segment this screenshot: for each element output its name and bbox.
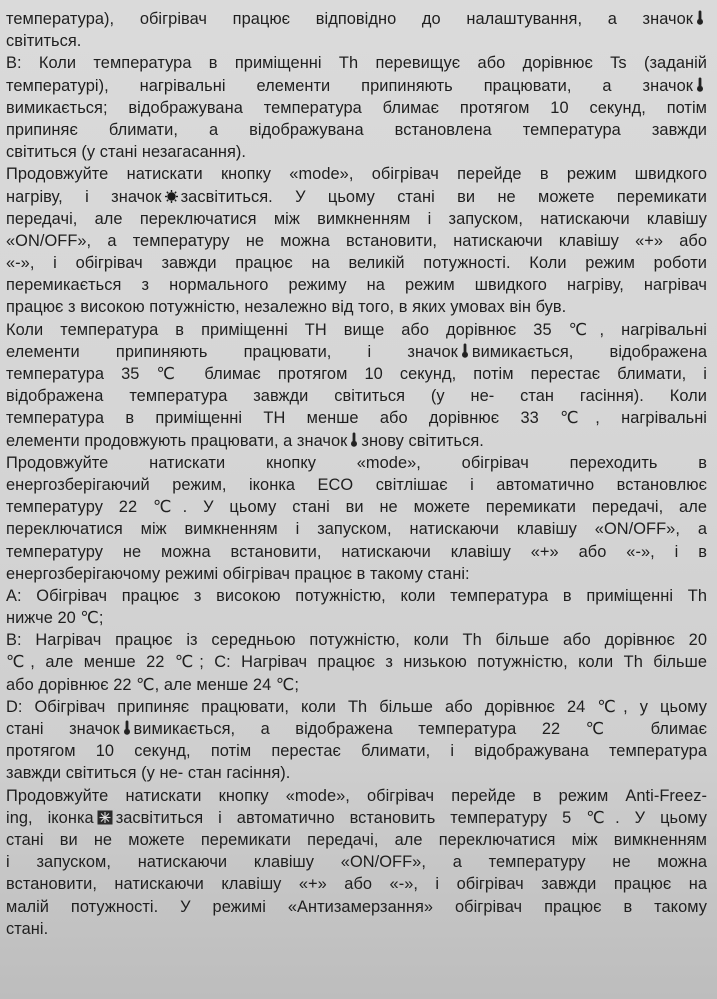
text-segment: температура 35 ℃ блимає протягом 10 секунд, потім перестає блимати, і <box>6 365 707 383</box>
text-line <box>6 718 707 740</box>
text-line <box>6 674 707 696</box>
text-segment: B: Нагрівач працює із середньою потужністю, коли Th більше або дорівнює 20 <box>6 631 707 650</box>
text-line <box>6 518 707 540</box>
text-segment: засвітиться і автоматично встановить температуру 5 ℃. У цьому <box>115 808 707 827</box>
text-segment: припиняє блимати, а відображувана встановлена температура завжди <box>6 120 707 139</box>
text-segment: або дорівнює 22 ℃, але менше 24 ℃; <box>6 675 299 694</box>
text-segment: засвітиться. У цьому стані ви не можете перемикати <box>180 187 707 206</box>
text-line <box>6 341 707 363</box>
text-segment: стані значок <box>6 720 120 738</box>
text-line <box>6 851 707 873</box>
text-line <box>6 696 707 718</box>
text-segment: елементи припиняють працювати, і значок <box>6 342 458 361</box>
text-segment: температуру 22 ℃. У цьому стані ви не можете перемикати передачі, але <box>6 498 707 517</box>
text-segment: вимикається, а відображена температура 22 ℃ блимає <box>133 720 707 738</box>
text-segment: D: Обігрівач припиняє працювати, коли Th більше або дорівнює 24 ℃, у цьому <box>6 697 707 716</box>
text-segment: переключатися між вимкненням і запуском, натискаючи клавішу «ON/OFF», а <box>6 520 707 539</box>
text-segment: завжди світиться (у не- стан гасіння). <box>6 764 291 783</box>
text-line <box>6 829 707 851</box>
text-line <box>6 363 707 385</box>
text-line <box>6 208 707 230</box>
thermometer-icon <box>350 432 358 447</box>
thermometer-icon <box>123 720 131 735</box>
text-segment: Продовжуйте натискати кнопку «mode», обігрівач перейде в режим Anti-Freez- <box>6 786 707 805</box>
text-line <box>6 119 707 141</box>
thermometer-icon <box>461 343 469 358</box>
text-segment: Коли температура в приміщенні TH вище або дорівнює 35 ℃, нагрівальні <box>6 320 707 339</box>
text-line <box>6 807 707 829</box>
text-segment: температура в приміщенні TH менше або дорівнює 33 ℃, нагрівальні <box>6 409 707 428</box>
text-segment: елементи продовжують працювати, а значок <box>6 431 348 450</box>
text-line <box>6 97 707 119</box>
snowflake-icon <box>97 810 113 825</box>
text-segment: вимикається, відображена <box>471 342 707 361</box>
text-segment: встановити, натискаючи клавішу «+» або «-», і обігрівач завжди працює на <box>6 875 707 894</box>
text-segment: ing, іконка <box>6 808 94 827</box>
text-segment: світиться. <box>6 32 82 51</box>
text-line <box>6 296 707 318</box>
text-line <box>6 430 707 452</box>
text-line <box>6 918 707 940</box>
thermometer-icon <box>696 10 704 25</box>
text-line <box>6 563 707 585</box>
text-line <box>6 452 707 474</box>
text-line <box>6 52 707 74</box>
text-segment: «ON/OFF», а температуру не можна встановити, натискаючи клавішу «+» або <box>6 231 707 250</box>
text-line <box>6 252 707 274</box>
text-line <box>6 230 707 252</box>
text-line <box>6 585 707 607</box>
text-line <box>6 785 707 807</box>
text-segment: температурі), нагрівальні елементи припиняють працювати, а значок <box>6 76 693 95</box>
text-line <box>6 896 707 918</box>
text-segment: енергозберігаючий режим, іконка ECO світлішає і автоматично встановлює <box>6 475 707 494</box>
text-line <box>6 141 707 163</box>
text-line <box>6 629 707 651</box>
text-line <box>6 186 707 208</box>
text-segment: нагріву, і значок <box>6 187 162 206</box>
text-segment: Продовжуйте натискати кнопку «mode», обігрівач перейде в режим швидкого <box>6 165 707 184</box>
thermometer-icon <box>696 77 704 92</box>
text-segment: температуру не можна встановити, натискаючи клавішу «+» або «-», і в <box>6 542 707 561</box>
text-segment: і запуском, натискаючи клавішу «ON/OFF», а температуру не можна <box>6 853 707 872</box>
text-line <box>6 8 707 30</box>
text-segment: B: Коли температура в приміщенні Th перевищує або дорівнює Ts (заданій <box>6 54 707 73</box>
text-segment: A: Обігрівач працює з високою потужністю, коли температура в приміщенні Th <box>6 586 707 605</box>
text-segment: працює з високою потужністю, незалежно від того, в яких умовах він був. <box>6 298 567 317</box>
text-line <box>6 873 707 895</box>
text-line <box>6 75 707 97</box>
text-line <box>6 474 707 496</box>
text-segment: передачі, але переключатися між вимкненням і запуском, натискаючи клавішу <box>6 209 707 228</box>
text-segment: малій потужності. У режимі «Антизамерзання» обігрівач працює в такому <box>6 897 707 916</box>
text-segment: перемикається з нормального режиму на режим швидкого нагріву, нагрівач <box>6 276 707 295</box>
text-segment: світиться (у стані незагасання). <box>6 143 247 162</box>
text-segment: ℃, але менше 22 ℃; C: Нагрівач працює з низькою потужністю, коли Th більше <box>6 653 707 672</box>
text-segment: енергозберігаючому режимі обігрівач працює в такому стані: <box>6 564 470 583</box>
text-segment: стані. <box>6 919 49 938</box>
text-line <box>6 651 707 673</box>
text-line <box>6 496 707 518</box>
text-segment: «-», і обігрівач завжди працює на великій потужності. Коли режим роботи <box>6 254 707 273</box>
text-segment: вимикається; відображувана температура блимає протягом 10 секунд, потім <box>6 98 707 117</box>
text-segment: нижче 20 ℃; <box>6 609 104 628</box>
sun-icon <box>165 190 178 203</box>
text-line <box>6 541 707 563</box>
text-segment: температура), обігрівач працює відповідно до налаштування, а значок <box>6 10 693 28</box>
text-segment: знову світиться. <box>361 431 484 450</box>
text-line <box>6 740 707 762</box>
text-segment: Продовжуйте натискати кнопку «mode», обігрівач переходить в <box>6 453 707 472</box>
text-line <box>6 30 707 52</box>
text-line <box>6 407 707 429</box>
text-line <box>6 163 707 185</box>
text-line <box>6 607 707 629</box>
text-segment: протягом 10 секунд, потім перестає блимати, і відображувана температура <box>6 742 707 761</box>
text-line <box>6 385 707 407</box>
text-line <box>6 319 707 341</box>
text-segment: стані ви не можете перемикати передачі, але переключатися між вимкненням <box>6 830 707 849</box>
text-line <box>6 274 707 296</box>
text-segment: відображена температура завжди світиться (у не- стан гасіння). Коли <box>6 387 707 406</box>
text-line <box>6 762 707 784</box>
